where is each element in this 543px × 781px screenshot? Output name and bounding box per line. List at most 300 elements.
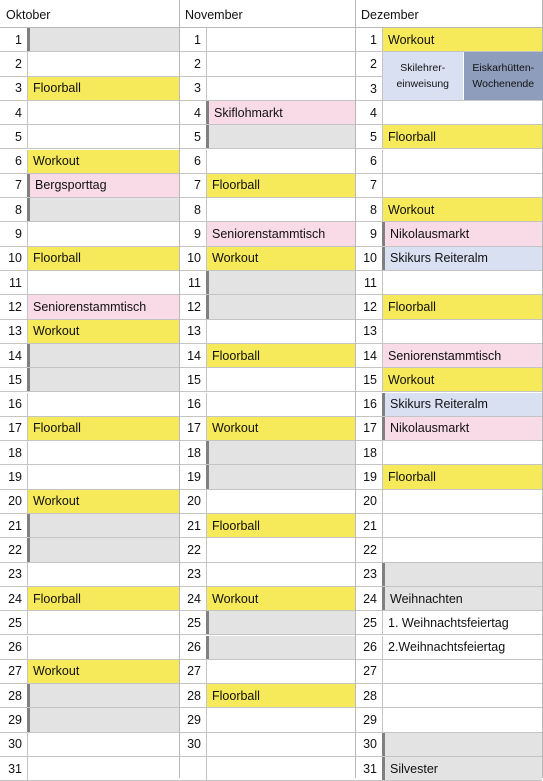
weekend-cell[interactable] (382, 563, 542, 586)
day-row (179, 757, 355, 781)
weekend-cell[interactable] (27, 684, 179, 707)
day-cell[interactable] (27, 320, 179, 343)
event-skikurs-reiteralm[interactable]: Skikurs Reiteralm (385, 393, 542, 416)
day-row (179, 441, 355, 465)
day-number: 13 (179, 320, 205, 343)
day-row (179, 417, 355, 441)
weekend-cell[interactable] (27, 708, 179, 731)
day-cell[interactable] (206, 150, 355, 173)
day-row (179, 684, 355, 708)
weekend-cell[interactable] (206, 441, 355, 464)
day-row (179, 490, 355, 514)
day-cell[interactable] (27, 101, 179, 124)
day-cell[interactable] (27, 563, 179, 586)
day-row (0, 222, 179, 246)
day-row (0, 757, 179, 781)
day-cell[interactable] (27, 52, 179, 75)
day-cell[interactable] (206, 247, 355, 270)
day-cell[interactable] (27, 77, 179, 100)
day-row (179, 247, 355, 271)
day-cell[interactable] (206, 368, 355, 391)
day-number: 20 (179, 490, 205, 513)
day-number: 7 (179, 174, 205, 197)
day-row (355, 538, 542, 562)
day-cell[interactable] (27, 417, 179, 440)
event-seniorenstammtisch[interactable]: Seniorenstammtisch (28, 295, 179, 318)
day-cell[interactable] (382, 757, 542, 780)
day-number: 23 (0, 563, 26, 586)
day-number: 3 (0, 77, 26, 100)
day-cell[interactable] (27, 174, 179, 197)
day-number: 20 (355, 490, 381, 513)
day-cell[interactable] (206, 77, 355, 100)
day-cell[interactable] (382, 247, 542, 270)
event-workout[interactable]: Workout (207, 417, 355, 440)
day-row (355, 222, 542, 246)
day-number: 24 (0, 587, 26, 610)
day-number: 29 (179, 708, 205, 731)
day-row (355, 684, 542, 708)
day-number: 21 (355, 514, 381, 537)
day-row (0, 563, 179, 587)
day-cell[interactable] (206, 198, 355, 221)
weekend-cell[interactable] (27, 344, 179, 367)
day-row (355, 708, 542, 732)
day-number: 18 (355, 441, 381, 464)
day-number: 29 (355, 708, 381, 731)
event-workout[interactable]: Workout (28, 660, 179, 683)
day-number: 27 (0, 660, 26, 683)
day-number: 17 (0, 417, 26, 440)
day-cell[interactable] (382, 490, 542, 513)
day-row (0, 247, 179, 271)
day-row (179, 733, 355, 757)
day-row (179, 150, 355, 174)
day-cell[interactable] (206, 393, 355, 416)
day-number: 11 (355, 271, 381, 294)
day-row (0, 538, 179, 562)
weekend-cell[interactable] (206, 636, 355, 659)
day-number: 29 (0, 708, 26, 731)
day-row (0, 733, 179, 757)
day-number: 21 (179, 514, 205, 537)
month-column-dezember (355, 0, 542, 778)
day-cell[interactable] (27, 271, 179, 294)
day-number: 22 (179, 538, 205, 561)
day-row (355, 636, 542, 660)
day-cell[interactable] (27, 295, 179, 318)
day-row (355, 490, 542, 514)
day-cell[interactable] (382, 514, 542, 537)
day-cell[interactable] (382, 417, 542, 440)
day-row (179, 125, 355, 149)
day-row (355, 441, 542, 465)
weekend-cell[interactable] (206, 611, 355, 634)
day-row (355, 344, 542, 368)
day-row (0, 77, 179, 101)
day-row (179, 198, 355, 222)
day-row (179, 52, 355, 76)
day-cell[interactable] (382, 52, 542, 100)
day-row (179, 393, 355, 417)
day-number: 4 (355, 101, 381, 124)
weekend-cell[interactable] (27, 368, 179, 391)
event-floorball[interactable]: Floorball (28, 77, 179, 100)
day-row (355, 174, 542, 198)
day-cell[interactable] (382, 368, 542, 391)
day-row (179, 587, 355, 611)
day-number: 31 (0, 757, 26, 780)
day-number: 24 (355, 587, 381, 610)
day-row (0, 514, 179, 538)
day-number: 6 (0, 150, 26, 173)
day-row (355, 465, 542, 489)
day-number: 10 (0, 247, 26, 270)
weekend-cell[interactable] (382, 733, 542, 756)
day-row (0, 368, 179, 392)
day-row (0, 587, 179, 611)
day-row (355, 247, 542, 271)
day-row (179, 28, 355, 52)
event-bergsporttag[interactable]: Bergsporttag (30, 174, 179, 197)
day-number: 8 (0, 198, 26, 221)
day-number: 12 (179, 295, 205, 318)
day-number: 8 (179, 198, 205, 221)
day-number (179, 757, 205, 780)
event-floorball[interactable]: Floorball (207, 344, 355, 367)
event-skiflohmarkt[interactable]: Skiflohmarkt (209, 101, 355, 124)
event-workout[interactable]: Workout (383, 198, 542, 221)
weekend-cell[interactable] (27, 198, 179, 221)
event-2-weihnachtsfeiertag[interactable]: 2.Weihnachtsfeiertag (383, 636, 542, 659)
day-number: 5 (0, 125, 26, 148)
day-cell[interactable] (206, 174, 355, 197)
day-row (355, 271, 542, 295)
day-number: 27 (179, 660, 205, 683)
day-row (0, 295, 179, 319)
day-number: 14 (355, 344, 381, 367)
day-cell[interactable] (27, 611, 179, 634)
day-cell[interactable] (382, 174, 542, 197)
day-row (0, 271, 179, 295)
day-row (0, 320, 179, 344)
day-number: 11 (179, 271, 205, 294)
day-number: 17 (355, 417, 381, 440)
day-cell[interactable] (382, 28, 542, 51)
weekend-cell[interactable] (206, 295, 355, 318)
day-cell[interactable] (382, 150, 542, 173)
day-row (179, 563, 355, 587)
day-row (179, 77, 355, 101)
day-row (355, 198, 542, 222)
day-cell[interactable] (27, 247, 179, 270)
day-number: 19 (179, 465, 205, 488)
day-number: 2 (355, 52, 381, 76)
event-workout[interactable]: Workout (28, 150, 179, 173)
day-cell[interactable] (206, 52, 355, 75)
day-row (0, 611, 179, 635)
day-cell[interactable] (382, 295, 542, 318)
day-number: 7 (355, 174, 381, 197)
day-row (0, 125, 179, 149)
day-row (355, 611, 542, 635)
event-workout[interactable]: Workout (28, 490, 179, 513)
column-separator (179, 0, 180, 778)
day-row (0, 636, 179, 660)
event-multiday[interactable]: Skilehrer- einweisung (383, 52, 463, 100)
day-number: 20 (0, 490, 26, 513)
day-number: 28 (0, 684, 26, 707)
day-cell[interactable] (382, 538, 542, 561)
day-row (0, 101, 179, 125)
day-number: 12 (0, 295, 26, 318)
day-row (179, 368, 355, 392)
day-row (0, 490, 179, 514)
day-row (355, 393, 542, 417)
day-row (0, 393, 179, 417)
day-number: 15 (179, 368, 205, 391)
day-cell[interactable] (206, 684, 355, 707)
day-number: 10 (355, 247, 381, 270)
day-cell[interactable] (382, 636, 542, 659)
day-cell[interactable] (382, 344, 542, 367)
event-silvester[interactable]: Silvester (385, 757, 542, 780)
day-cell[interactable] (206, 28, 355, 51)
day-number: 19 (0, 465, 26, 488)
weekend-cell[interactable] (27, 538, 179, 561)
day-number: 4 (0, 101, 26, 124)
day-cell[interactable] (206, 222, 355, 245)
day-number: 6 (179, 150, 205, 173)
day-row (179, 271, 355, 295)
day-cell[interactable] (206, 417, 355, 440)
month-header: Dezember (355, 0, 542, 28)
day-cell[interactable] (382, 660, 542, 683)
day-row (355, 587, 542, 611)
event-multiday[interactable]: Eiskarhütten- Wochenende (463, 52, 543, 100)
day-cell[interactable] (206, 514, 355, 537)
day-number: 24 (179, 587, 205, 610)
day-cell[interactable] (27, 393, 179, 416)
day-cell[interactable] (382, 320, 542, 343)
day-row (179, 174, 355, 198)
day-number: 16 (355, 393, 381, 416)
event-seniorenstammtisch[interactable]: Seniorenstammtisch (207, 222, 355, 245)
day-cell[interactable] (382, 125, 542, 148)
day-number: 10 (179, 247, 205, 270)
day-row (355, 101, 542, 125)
event-floorball[interactable]: Floorball (383, 125, 542, 148)
day-row (355, 150, 542, 174)
month-header: Oktober (0, 0, 179, 28)
day-cell[interactable] (27, 125, 179, 148)
day-number: 4 (179, 101, 205, 124)
day-cell[interactable] (382, 101, 542, 124)
event-1-weihnachtsfeiertag[interactable]: 1. Weihnachtsfeiertag (383, 611, 542, 634)
day-row (0, 417, 179, 441)
day-row (179, 660, 355, 684)
day-cell[interactable] (27, 587, 179, 610)
day-cell[interactable] (206, 660, 355, 683)
day-row (355, 320, 542, 344)
day-row (179, 465, 355, 489)
day-cell[interactable] (382, 684, 542, 707)
day-cell[interactable] (206, 733, 355, 756)
day-row (179, 514, 355, 538)
day-number: 15 (355, 368, 381, 391)
day-cell[interactable] (382, 587, 542, 610)
event-workout[interactable]: Workout (207, 247, 355, 270)
day-number: 25 (0, 611, 26, 634)
day-cell[interactable] (382, 708, 542, 731)
event-nikolausmarkt[interactable]: Nikolausmarkt (385, 417, 542, 440)
day-cell[interactable] (206, 344, 355, 367)
day-number: 17 (179, 417, 205, 440)
day-number: 28 (355, 684, 381, 707)
event-workout[interactable]: Workout (28, 320, 179, 343)
day-cell[interactable] (382, 465, 542, 488)
day-cell[interactable] (27, 733, 179, 756)
day-number: 25 (355, 611, 381, 634)
day-number: 18 (179, 441, 205, 464)
day-row (0, 441, 179, 465)
day-row (179, 222, 355, 246)
month-column-november (179, 0, 355, 778)
day-number: 23 (355, 563, 381, 586)
day-number: 1 (0, 28, 26, 51)
event-floorball[interactable]: Floorball (28, 247, 179, 270)
day-cell[interactable] (382, 393, 542, 416)
day-cell[interactable] (27, 222, 179, 245)
event-workout[interactable]: Workout (383, 28, 542, 51)
event-floorball[interactable]: Floorball (207, 174, 355, 197)
day-number: 14 (179, 344, 205, 367)
day-row (355, 757, 542, 781)
day-row (355, 125, 542, 149)
day-number: 16 (0, 393, 26, 416)
day-number: 16 (179, 393, 205, 416)
day-cell[interactable] (27, 441, 179, 464)
day-row (355, 733, 542, 757)
event-floorball[interactable]: Floorball (207, 684, 355, 707)
day-number: 26 (179, 636, 205, 659)
day-cell[interactable] (27, 660, 179, 683)
day-row (179, 320, 355, 344)
event-weihnachten[interactable]: Weihnachten (385, 587, 542, 610)
day-cell[interactable] (206, 757, 355, 780)
event-nikolausmarkt[interactable]: Nikolausmarkt (385, 222, 542, 245)
day-number: 22 (0, 538, 26, 561)
day-row (0, 708, 179, 732)
day-number: 26 (0, 636, 26, 659)
month-column-oktober (0, 0, 179, 778)
event-floorball[interactable]: Floorball (28, 587, 179, 610)
day-cell[interactable] (27, 150, 179, 173)
day-row (179, 636, 355, 660)
weekend-cell[interactable] (27, 514, 179, 537)
event-floorball[interactable]: Floorball (207, 514, 355, 537)
day-cell[interactable] (206, 587, 355, 610)
event-workout[interactable]: Workout (383, 368, 542, 391)
day-cell[interactable] (206, 538, 355, 561)
day-number: 5 (179, 125, 205, 148)
day-cell[interactable] (382, 441, 542, 464)
event-skikurs-reiteralm[interactable]: Skikurs Reiteralm (385, 247, 542, 270)
day-cell[interactable] (206, 490, 355, 513)
day-number: 9 (0, 222, 26, 245)
day-cell[interactable] (382, 222, 542, 245)
day-number: 6 (355, 150, 381, 173)
day-number: 8 (355, 198, 381, 221)
day-number: 26 (355, 636, 381, 659)
day-row (355, 28, 542, 52)
day-number: 5 (355, 125, 381, 148)
day-number: 23 (179, 563, 205, 586)
day-row (0, 465, 179, 489)
day-cell[interactable] (206, 101, 355, 124)
column-separator (355, 0, 356, 778)
day-number: 11 (0, 271, 26, 294)
month-header: November (179, 0, 355, 28)
day-number: 2 (0, 52, 26, 75)
day-number: 27 (355, 660, 381, 683)
day-row (355, 563, 542, 587)
day-number: 25 (179, 611, 205, 634)
day-cell[interactable] (382, 271, 542, 294)
weekend-cell[interactable] (27, 28, 179, 51)
day-number: 30 (179, 733, 205, 756)
day-number: 31 (355, 757, 381, 780)
weekend-cell[interactable] (206, 271, 355, 294)
day-cell[interactable] (382, 198, 542, 221)
event-floorball[interactable]: Floorball (383, 465, 542, 488)
weekend-cell[interactable] (206, 125, 355, 148)
day-cell[interactable] (27, 490, 179, 513)
event-workout[interactable]: Workout (207, 587, 355, 610)
day-number: 9 (355, 222, 381, 245)
day-number: 3 (179, 77, 205, 100)
day-number: 9 (179, 222, 205, 245)
day-row (355, 660, 542, 684)
day-number: 13 (355, 320, 381, 343)
day-cell[interactable] (27, 757, 179, 780)
day-number: 1 (179, 28, 205, 51)
day-number: 13 (0, 320, 26, 343)
day-cell[interactable] (206, 708, 355, 731)
day-number: 30 (355, 733, 381, 756)
event-floorball[interactable]: Floorball (28, 417, 179, 440)
day-row (355, 295, 542, 319)
day-number: 30 (0, 733, 26, 756)
day-row (179, 101, 355, 125)
event-seniorenstammtisch[interactable]: Seniorenstammtisch (383, 344, 542, 367)
day-number: 1 (355, 28, 381, 51)
day-row (179, 344, 355, 368)
day-row (0, 660, 179, 684)
day-row (0, 344, 179, 368)
day-row (0, 52, 179, 76)
weekend-cell[interactable] (206, 465, 355, 488)
day-cell[interactable] (382, 611, 542, 634)
event-floorball[interactable]: Floorball (383, 295, 542, 318)
day-row (0, 150, 179, 174)
day-cell[interactable] (27, 465, 179, 488)
day-number: 3 (355, 77, 381, 101)
day-row (355, 52, 542, 101)
day-cell[interactable] (206, 320, 355, 343)
day-cell[interactable] (27, 636, 179, 659)
day-cell[interactable] (206, 563, 355, 586)
